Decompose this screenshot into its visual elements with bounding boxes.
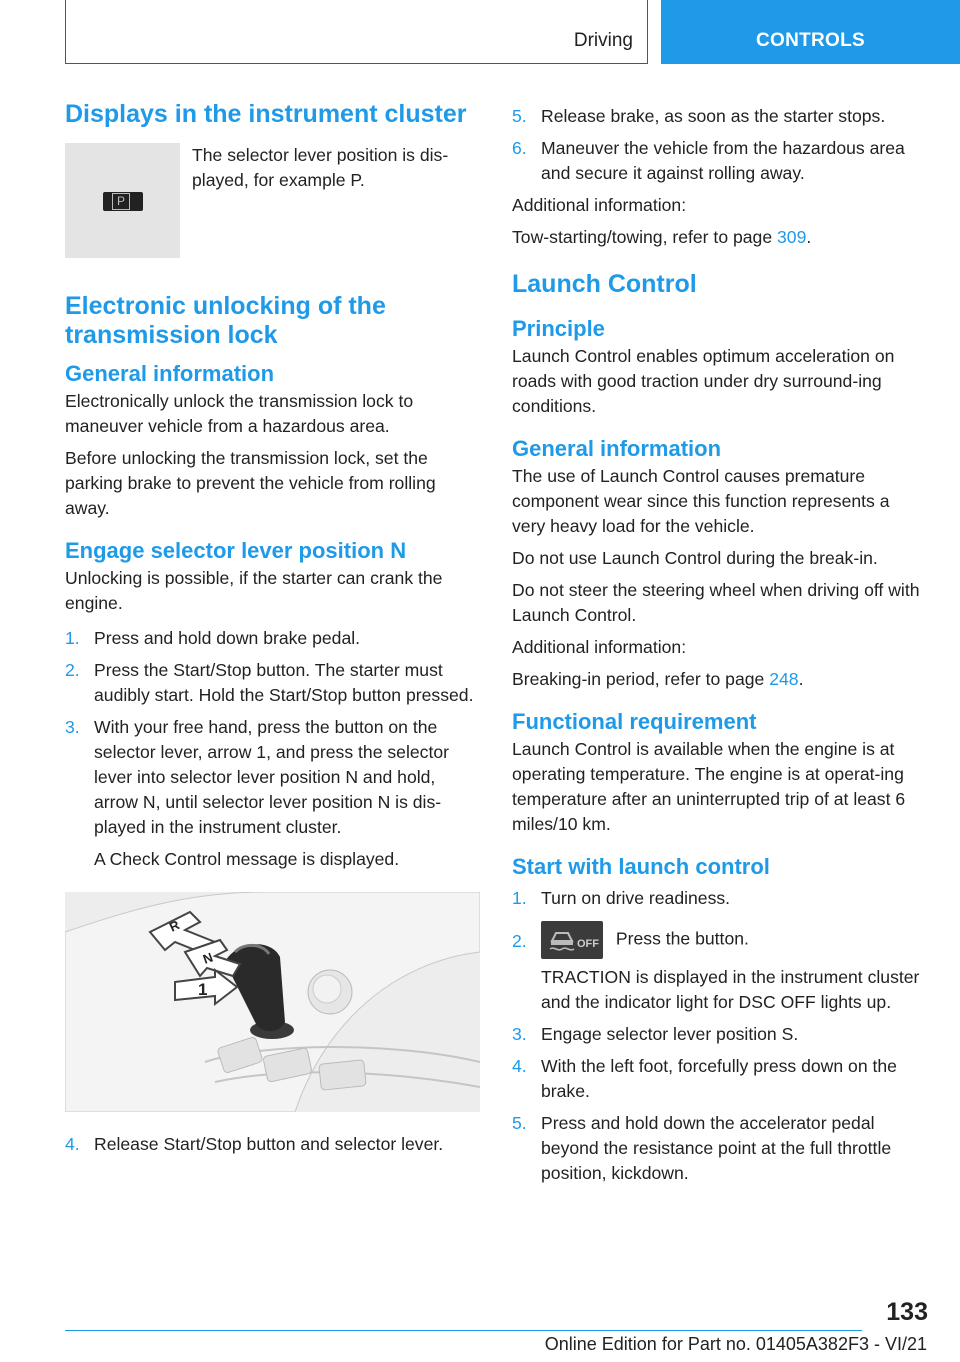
list-item bbox=[512, 921, 927, 1015]
heading-engage: Engage selector lever position N bbox=[65, 538, 407, 563]
header-section-box bbox=[65, 0, 648, 64]
break-in-page-link[interactable]: 248 bbox=[769, 669, 799, 689]
step-number: 1. bbox=[65, 628, 80, 648]
step-number: 6. bbox=[512, 138, 527, 158]
left-column bbox=[65, 100, 480, 1164]
step-text: With your free hand, press the button on the selector lever, arrow 1, and press the selector lever into selector lever position N and hold, arrow N, until selector lever position N is dis-played in the instrument cluster. bbox=[94, 717, 449, 837]
step-number: 4. bbox=[512, 1056, 527, 1076]
footer-divider bbox=[65, 1330, 862, 1331]
list-item bbox=[65, 626, 480, 651]
arrow-1-label: 1 bbox=[198, 980, 208, 999]
step-number: 5. bbox=[512, 1113, 527, 1133]
list-item bbox=[512, 136, 927, 186]
selector-lever-illustration bbox=[65, 892, 480, 1112]
page-number: 133 bbox=[886, 1298, 928, 1326]
list-item bbox=[65, 715, 480, 872]
dsc-off-button-icon bbox=[541, 921, 603, 959]
step-text: With the left foot, forcefully press down on the brake. bbox=[541, 1056, 897, 1101]
tow-page-link[interactable]: 309 bbox=[777, 227, 807, 247]
park-indicator-label: P bbox=[112, 193, 130, 210]
break-in-reference bbox=[512, 667, 927, 692]
step-text: Press the button. bbox=[615, 928, 749, 949]
step-number: 3. bbox=[512, 1024, 527, 1044]
heading-launch-control: Launch Control bbox=[512, 270, 697, 298]
park-indicator-icon bbox=[103, 192, 143, 211]
heading-principle: Principle bbox=[512, 316, 605, 341]
heading-displays: Displays in the instrument cluster bbox=[65, 100, 467, 128]
functional-text: Launch Control is available when the engine is at operating temperature. The engine is at operat-ing temperature after an uninterrupted trip of at least 6 miles/10 km. bbox=[512, 739, 906, 834]
tow-reference-end: . bbox=[806, 227, 812, 247]
break-in-reference-text: Breaking-in period, refer to page bbox=[512, 669, 770, 689]
unlock-steps bbox=[65, 626, 480, 872]
tow-reference-text: Tow-starting/towing, refer to page bbox=[512, 227, 778, 247]
displays-text: The selector lever position is dis-played, for example P. bbox=[192, 145, 449, 190]
step-number: 2. bbox=[512, 931, 527, 951]
step-text: Engage selector lever position S. bbox=[541, 1024, 799, 1044]
step-text: Release Start/Stop button and selector lever. bbox=[94, 1134, 444, 1154]
step-number: 1. bbox=[512, 888, 527, 908]
arrow-n-label: N bbox=[200, 949, 215, 967]
right-column bbox=[512, 104, 927, 1193]
list-item bbox=[65, 658, 480, 708]
header-section-label: Driving bbox=[573, 30, 633, 51]
launch-steps bbox=[512, 886, 927, 1186]
step3-note: A Check Control message is displayed. bbox=[94, 849, 400, 869]
list-item bbox=[512, 104, 927, 129]
tow-reference bbox=[512, 225, 927, 250]
general-p3-right: Do not steer the steering wheel when driving off with Launch Control. bbox=[512, 580, 920, 625]
selector-position-figure bbox=[65, 143, 180, 258]
engage-text: Unlocking is possible, if the starter can crank the engine. bbox=[65, 568, 443, 613]
dsc-off-button-label: OFF bbox=[577, 938, 599, 950]
additional-info-label: Additional information: bbox=[512, 195, 687, 215]
general-p2-right: Do not use Launch Control during the break-in. bbox=[512, 548, 878, 568]
header-chapter-label: CONTROLS bbox=[755, 30, 865, 51]
unlock-steps-continued bbox=[65, 1132, 480, 1157]
footer-edition: Online Edition for Part no. 01405A382F3 - VI/21 bbox=[544, 1334, 927, 1354]
general-p2-left: Before unlocking the transmission lock, set the parking brake to prevent the vehicle from rolling away. bbox=[65, 448, 436, 518]
step2-note: TRACTION is displayed in the instrument cluster and the indicator light for DSC OFF lights up. bbox=[541, 967, 920, 1012]
step-text: Maneuver the vehicle from the hazardous area and secure it against rolling away. bbox=[541, 138, 905, 183]
step-text: Turn on drive readiness. bbox=[541, 888, 731, 908]
heading-unlock: Electronic unlocking of the transmission lock bbox=[65, 292, 386, 349]
step-number: 2. bbox=[65, 660, 80, 680]
general-p1-right: The use of Launch Control causes premature component wear since this function represents a very heavy load for the vehicle. bbox=[512, 466, 890, 536]
step-number: 5. bbox=[512, 106, 527, 126]
header-chapter-tab bbox=[661, 0, 960, 64]
heading-general-right: General information bbox=[512, 436, 722, 461]
step-number: 3. bbox=[65, 717, 80, 737]
arrow-r-label: R bbox=[166, 917, 182, 935]
step-text: Release brake, as soon as the starter stops. bbox=[541, 106, 886, 126]
general-p1-left: Electronically unlock the transmission lock to maneuver vehicle from a hazardous area. bbox=[65, 391, 414, 436]
heading-start-launch: Start with launch control bbox=[512, 854, 770, 879]
heading-functional-requirement: Functional requirement bbox=[512, 709, 757, 734]
principle-text: Launch Control enables optimum acceleration on roads with good traction under dry surround-ing conditions. bbox=[512, 346, 895, 416]
list-item bbox=[512, 886, 927, 911]
list-item bbox=[512, 1054, 927, 1104]
list-item bbox=[512, 1111, 927, 1186]
list-item bbox=[512, 1022, 927, 1047]
step-text: Press and hold down the accelerator pedal beyond the resistance point at the full throttle position, kickdown. bbox=[541, 1113, 892, 1183]
unlock-steps-final bbox=[512, 104, 927, 186]
step-text: Press and hold down brake pedal. bbox=[94, 628, 361, 648]
heading-general-left: General information bbox=[65, 361, 275, 386]
step-text: Press the Start/Stop button. The starter must audibly start. Hold the Start/Stop button pressed. bbox=[94, 660, 474, 705]
selector-lever-drawing bbox=[65, 892, 480, 1112]
step-number: 4. bbox=[65, 1134, 80, 1154]
list-item bbox=[65, 1132, 480, 1157]
break-in-reference-end: . bbox=[798, 669, 804, 689]
additional-info-label-2: Additional information: bbox=[512, 637, 687, 657]
